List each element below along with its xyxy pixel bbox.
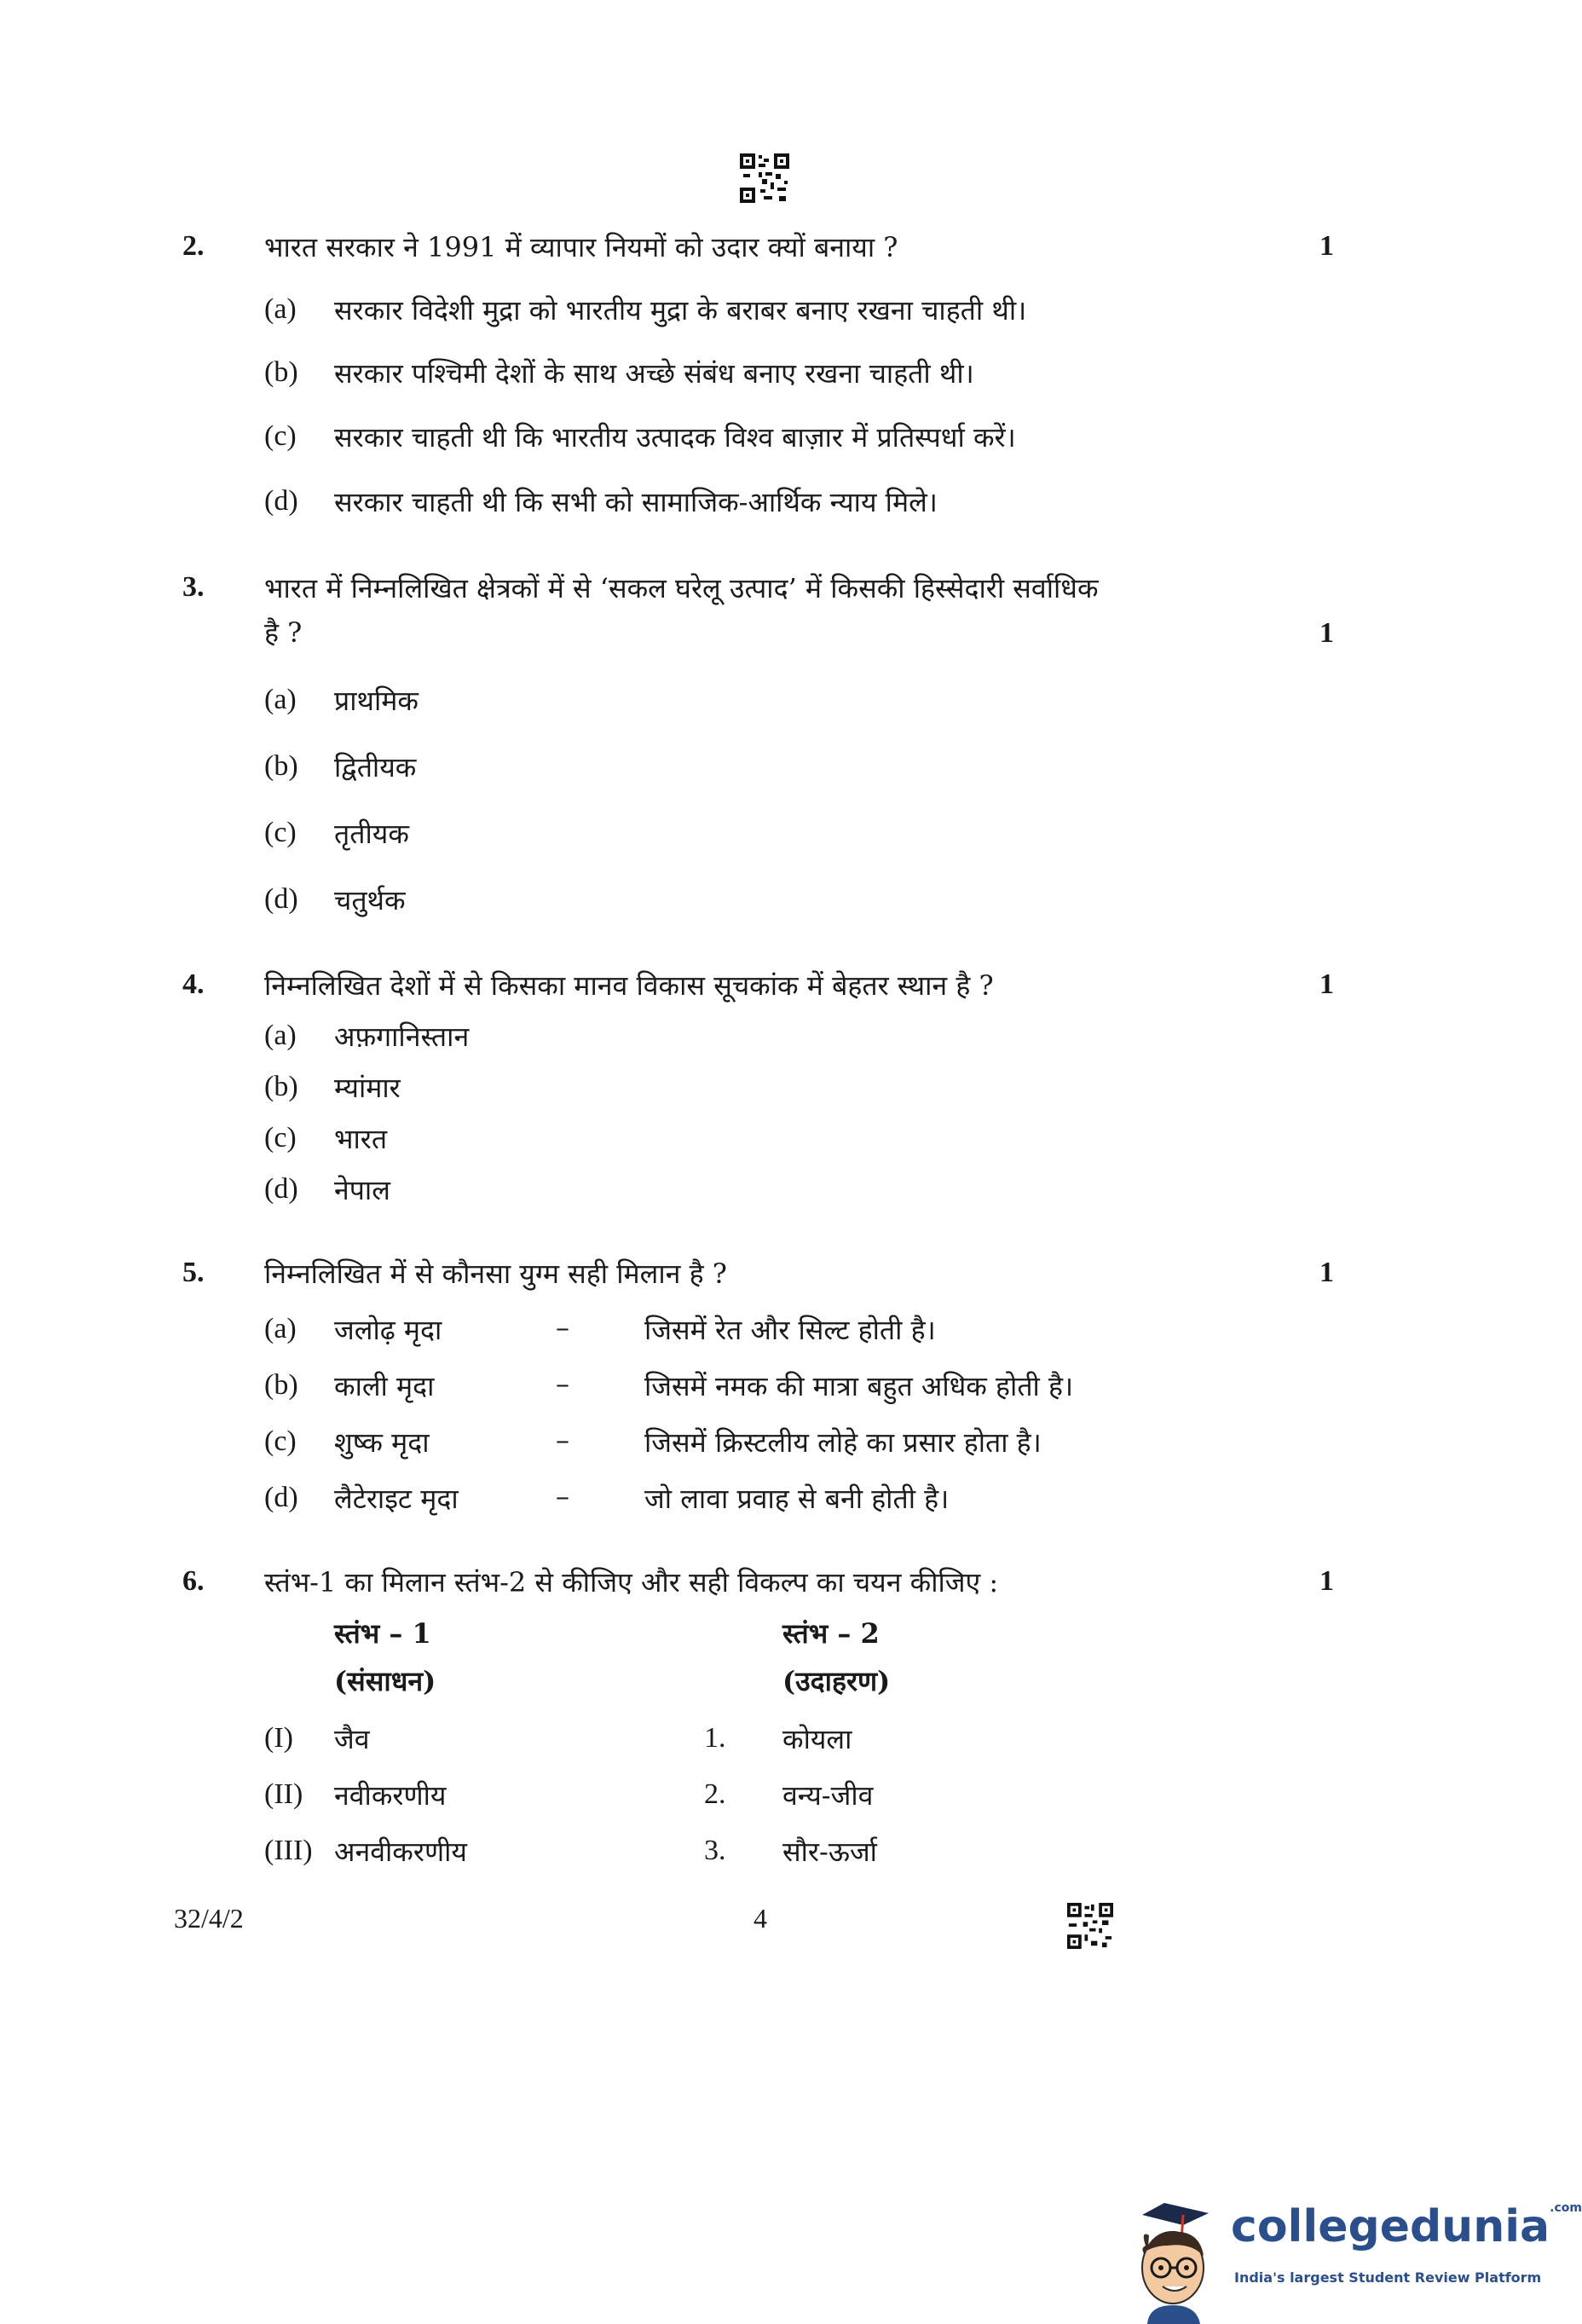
option-key: (c) — [264, 1122, 297, 1153]
paper-code: 32/4/2 — [174, 1903, 244, 1934]
row-num: 2. — [704, 1778, 726, 1810]
question-number: 6. — [182, 1565, 205, 1597]
brand-suffix: .com — [1550, 2201, 1582, 2215]
question-number: 5. — [182, 1257, 205, 1288]
row-key: (I) — [264, 1722, 293, 1754]
mascot-icon — [1130, 2196, 1224, 2324]
page-number: 4 — [753, 1903, 767, 1934]
row-right: वन्य-जीव — [782, 1779, 874, 1812]
option-key: (a) — [264, 1020, 297, 1051]
option-key: (d) — [264, 883, 298, 915]
pair-right: जिसमें नमक की मात्रा बहुत अधिक होती है। — [644, 1370, 1074, 1402]
option-text: सरकार चाहती थी कि सभी को सामाजिक-आर्थिक न्याय मिले। — [334, 486, 938, 518]
pair-right: जिसमें रेत और सिल्ट होती है। — [644, 1314, 936, 1346]
option-key: (c) — [264, 817, 297, 848]
option-key: (a) — [264, 293, 297, 325]
option-text: द्वितीयक — [334, 751, 417, 783]
option-key: (b) — [264, 1071, 298, 1102]
pair-right: जो लावा प्रवाह से बनी होती है। — [644, 1483, 950, 1515]
pair-left: काली मृदा — [334, 1370, 435, 1402]
question-text: भारत सरकार ने 1991 में व्यापार नियमों को उदार क्यों बनाया ? — [264, 231, 898, 263]
option-text: प्राथमिक — [334, 685, 419, 717]
option-text: चतुर्थक — [334, 884, 406, 916]
pair-dash: – — [556, 1424, 569, 1456]
brand-logo — [1130, 2196, 1582, 2324]
option-text: सरकार चाहती थी कि भारतीय उत्पादक विश्व बाज़ार में प्रतिस्पर्धा करें। — [334, 421, 1016, 454]
row-left: अनवीकरणीय — [334, 1835, 467, 1868]
question-marks: 1 — [1319, 968, 1334, 1000]
option-key: (a) — [264, 1313, 297, 1344]
qr-code-top — [740, 153, 789, 203]
pair-dash: – — [556, 1367, 569, 1400]
option-text: सरकार विदेशी मुद्रा को भारतीय मुद्रा के बराबर बनाए रखना चाहती थी। — [334, 294, 1027, 327]
qr-code-bottom — [1067, 1903, 1113, 1949]
row-right: कोयला — [782, 1723, 852, 1755]
question-marks: 1 — [1319, 1257, 1334, 1288]
question-number: 4. — [182, 968, 205, 1000]
option-key: (d) — [264, 1482, 298, 1513]
row-left: जैव — [334, 1723, 370, 1755]
brand-tagline: India's largest Student Review Platform — [1234, 2269, 1542, 2286]
option-key: (b) — [264, 356, 298, 388]
option-key: (b) — [264, 1369, 298, 1401]
column2-title: स्तंभ – 2 — [782, 1617, 880, 1650]
option-key: (c) — [264, 1425, 297, 1457]
row-left: नवीकरणीय — [334, 1779, 447, 1812]
column1-subtitle: (संसाधन) — [334, 1665, 436, 1697]
pair-left: जलोढ़ मृदा — [334, 1314, 442, 1346]
question-number: 2. — [182, 230, 205, 262]
brand-name: collegedunia$^{.com}$ — [1231, 2201, 1582, 2252]
pair-left: लैटेराइट मृदा — [334, 1483, 459, 1515]
pair-dash: – — [556, 1480, 569, 1512]
question-marks: 1 — [1319, 617, 1334, 649]
question-text: निम्नलिखित देशों में से किसका मानव विकास सूचकांक में बेहतर स्थान है ? — [264, 969, 994, 1002]
question-text-line1: भारत में निम्नलिखित क्षेत्रकों में से ‘सकल घरेलू उत्पाद’ में किसकी हिस्सेदारी सर्वाधिक — [264, 572, 1099, 604]
pair-left: शुष्क मृदा — [334, 1426, 430, 1459]
question-text-line2: है ? — [264, 616, 303, 649]
row-right: सौर-ऊर्जा — [782, 1835, 877, 1868]
option-key: (d) — [264, 1173, 298, 1205]
option-key: (c) — [264, 420, 297, 452]
option-text: नेपाल — [334, 1174, 390, 1206]
row-num: 3. — [704, 1835, 726, 1866]
option-text: सरकार पश्चिमी देशों के साथ अच्छे संबंध बनाए रखना चाहती थी। — [334, 357, 974, 390]
row-key: (III) — [264, 1835, 313, 1866]
option-text: तृतीयक — [334, 818, 409, 850]
option-text: भारत — [334, 1123, 388, 1155]
option-key: (a) — [264, 684, 297, 715]
option-key: (b) — [264, 750, 298, 782]
row-num: 1. — [704, 1722, 726, 1754]
column1-title: स्तंभ – 1 — [334, 1617, 431, 1650]
question-text: स्तंभ-1 का मिलान स्तंभ-2 से कीजिए और सही विकल्प का चयन कीजिए : — [264, 1566, 999, 1598]
pair-right: जिसमें क्रिस्टलीय लोहे का प्रसार होता है। — [644, 1426, 1042, 1459]
row-key: (II) — [264, 1778, 303, 1810]
option-text: म्यांमार — [334, 1072, 401, 1104]
question-marks: 1 — [1319, 1565, 1334, 1597]
pair-dash: – — [556, 1311, 569, 1344]
question-text: निम्नलिखित में से कौनसा युग्म सही मिलान है ? — [264, 1257, 727, 1290]
option-text: अफ़गानिस्तान — [334, 1020, 470, 1053]
question-number: 3. — [182, 571, 205, 603]
option-key: (d) — [264, 485, 298, 517]
question-marks: 1 — [1319, 230, 1334, 262]
column2-subtitle: (उदाहरण) — [782, 1665, 891, 1697]
